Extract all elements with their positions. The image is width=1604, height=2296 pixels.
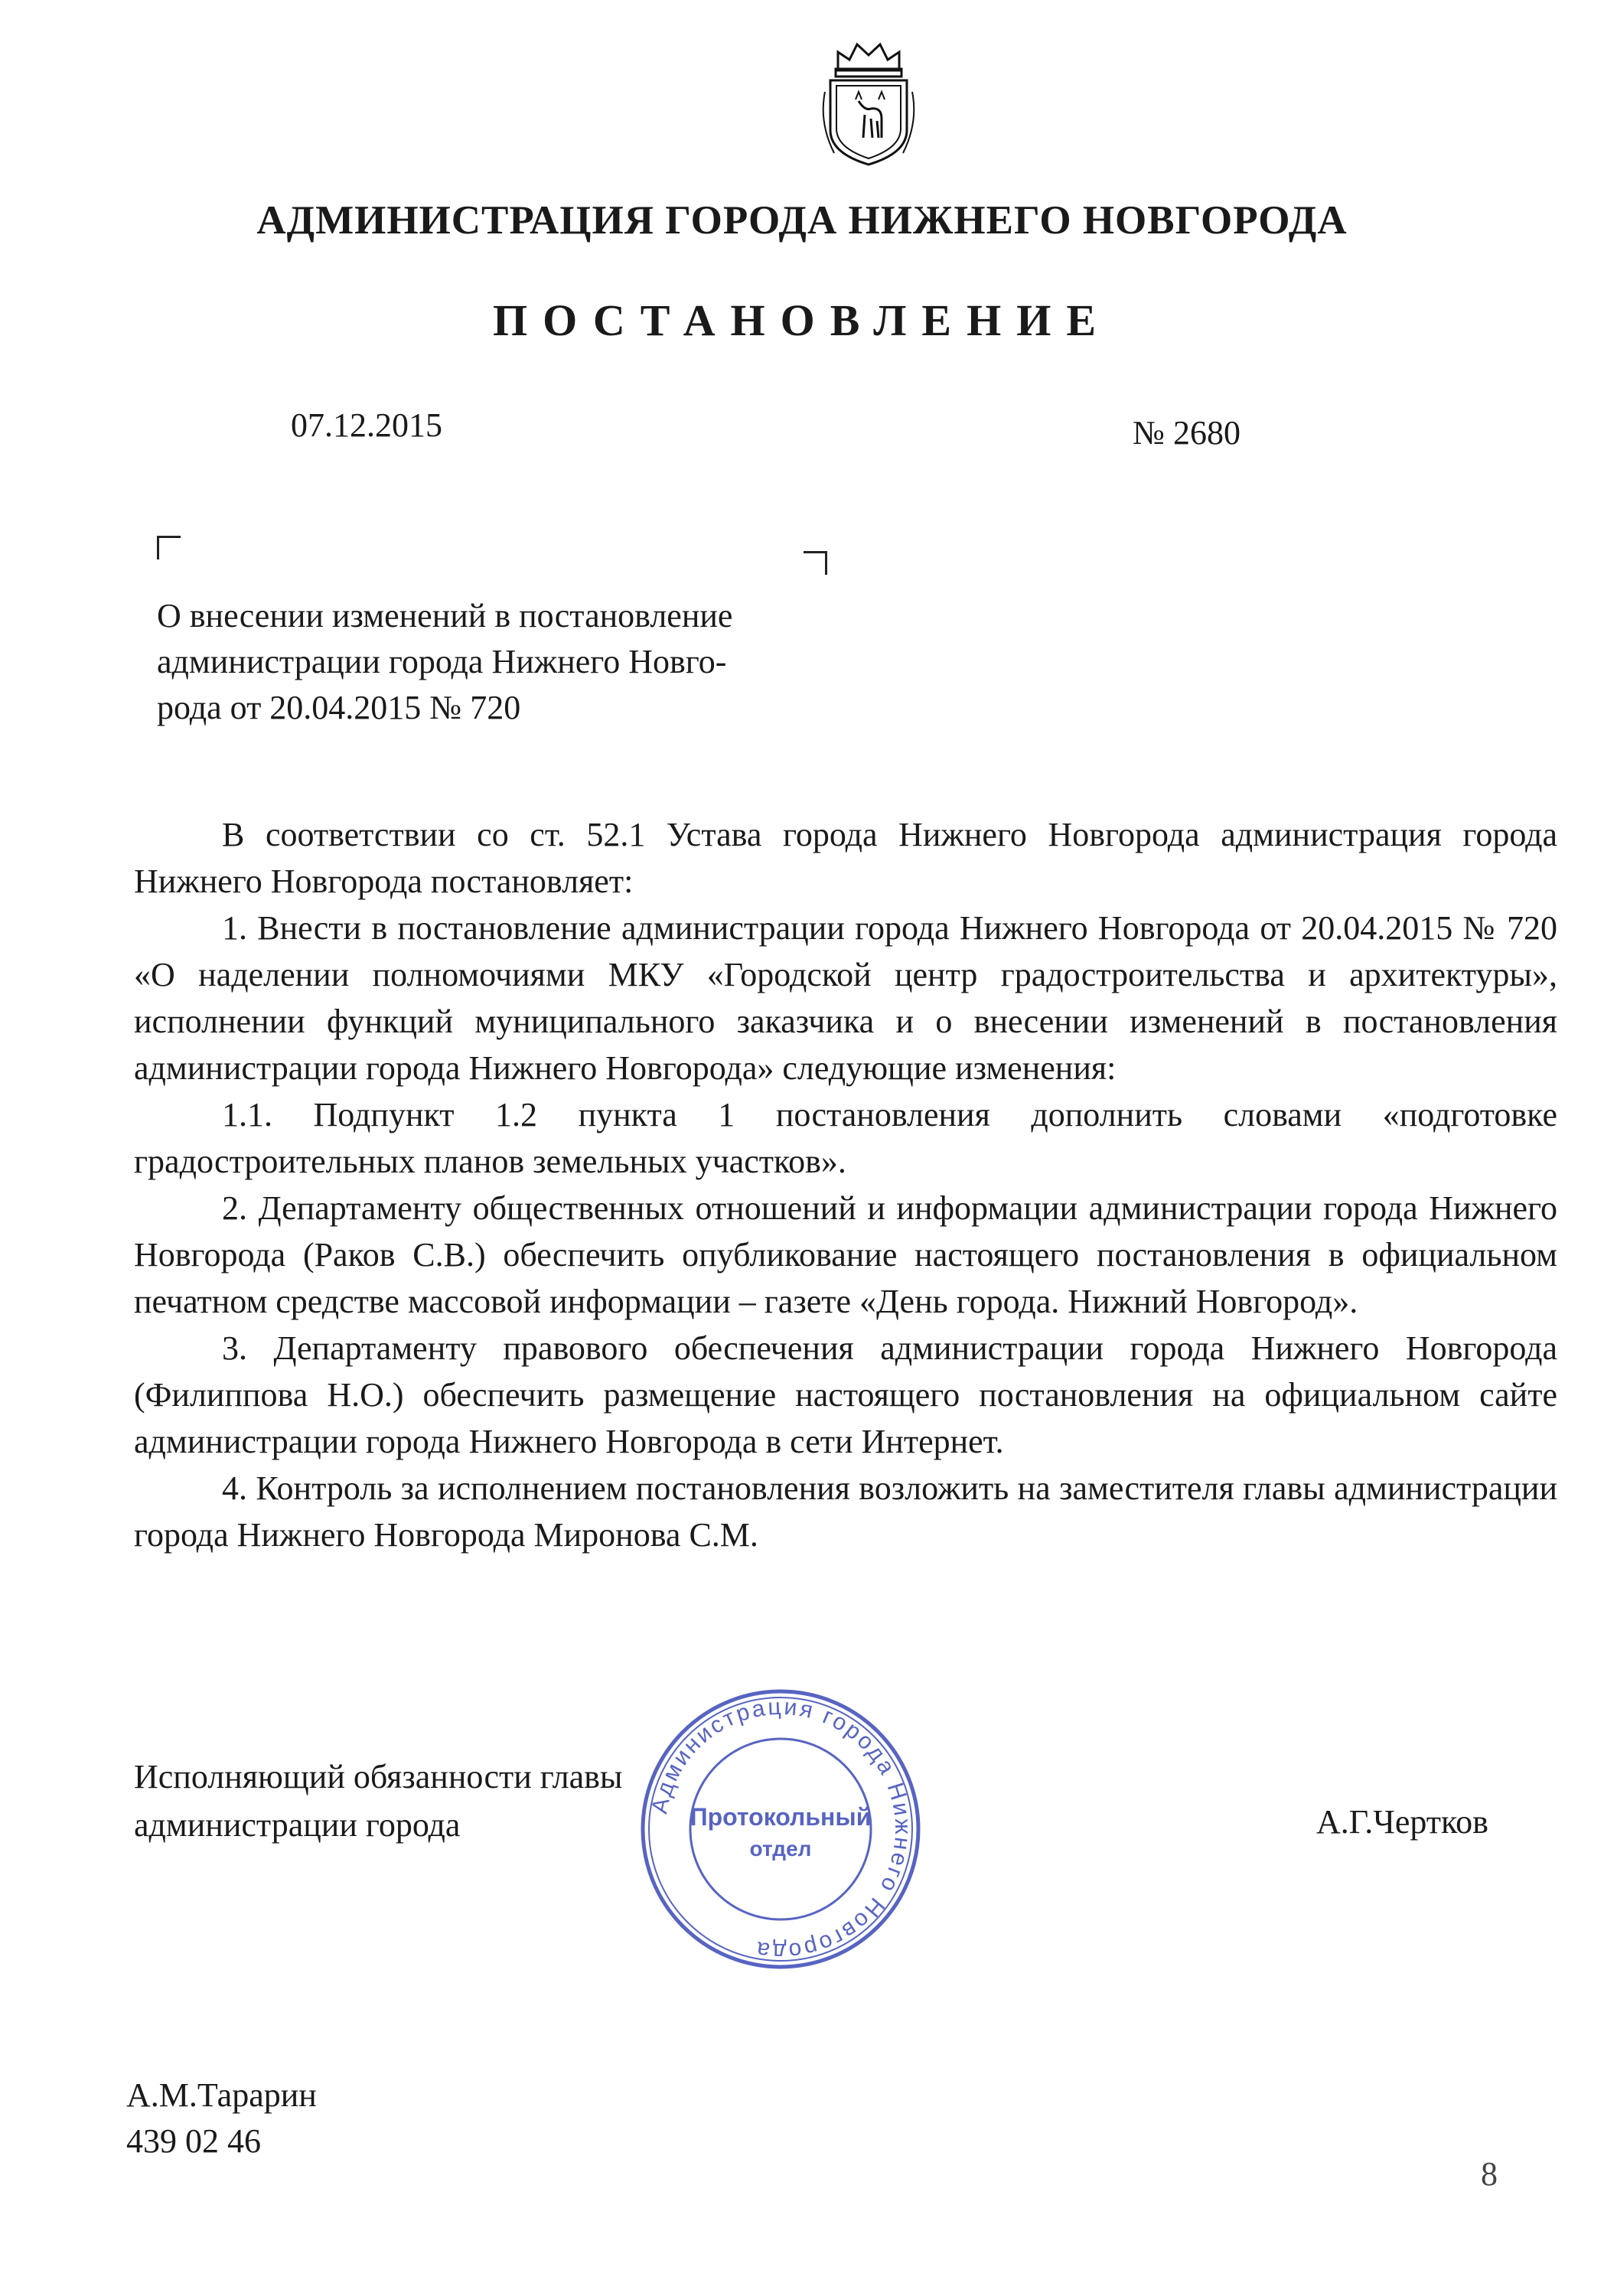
body-paragraph-3: 3. Департаменту правового обеспечения администрации города Нижнего Новгорода (Филиппова Н.О.) обеспечить размещение настоящего постановления на официальном сайте администрации города Нижнего Новгорода в сети Интернет. [134,1329,1557,1460]
body-paragraph-1-1: 1.1. Подпункт 1.2 пункта 1 постановления дополнить словами «подготовке градостроительных планов земельных участков». [134,1096,1557,1180]
body-paragraph-2: 2. Департаменту общественных отношений и информации администрации города Нижнего Новгорода (Раков С.В.) обеспечить опубликование настоящего постановления в официальном печатном средстве массовой информации – газете «День города. Нижний Новгород». [134,1189,1557,1320]
body-paragraph-4: 4. Контроль за исполнением постановления возложить на заместителя главы администрации города Нижнего Новгорода Миронова С.М. [134,1469,1557,1554]
document-type-title: ПОСТАНОВЛЕНИЕ [492,295,1112,345]
stamp-outer-text: Администрация города Нижнего Новгорода [647,1694,916,1965]
document-subject: О внесении изменений в постановление администрации города Нижнего Новго- рода от 20.04.2015 № 720 [157,597,733,726]
signatory-position [134,1753,716,1849]
stamp-inner-line-2: отдел [749,1837,812,1861]
stamp-inner-line-1: Протокольный [690,1803,872,1831]
executor-name: А.М.Тарарин [126,2076,317,2114]
organization-title: АДМИНИСТРАЦИЯ ГОРОДА НИЖНЕГО НОВГОРОДА [256,198,1348,243]
document-date: 07.12.2015 [291,406,442,444]
subject-bracket-right [804,551,827,575]
subject-bracket-left [157,536,181,559]
signatory-position-line-2: администрации города [134,1806,461,1844]
body-preamble: В соответствии со ст. 52.1 Устава города Нижнего Новгорода администрация города Нижнего Новгорода постановляет: [134,816,1557,900]
document-number: № 2680 [1133,414,1240,452]
city-coat-of-arms-icon [811,38,926,168]
page-number: 8 [1481,2155,1498,2193]
document-body [134,811,1557,1558]
signatory-name: А.Г.Чертков [1316,1803,1488,1841]
signatory-position-line-1: Исполняющий обязанности главы [134,1758,623,1795]
executor-phone: 439 02 46 [126,2122,261,2160]
body-paragraph-1: 1. Внести в постановление администрации города Нижнего Новгорода от 20.04.2015 № 720 «О наделении полномочиями МКУ «Городской центр градостроительства и архитектуры», исполнении функций муниципального заказчика и о внесении изменений в постановления администрации города Нижнего Новгорода» следующие изменения: [134,909,1557,1087]
official-stamp [635,1684,926,1975]
